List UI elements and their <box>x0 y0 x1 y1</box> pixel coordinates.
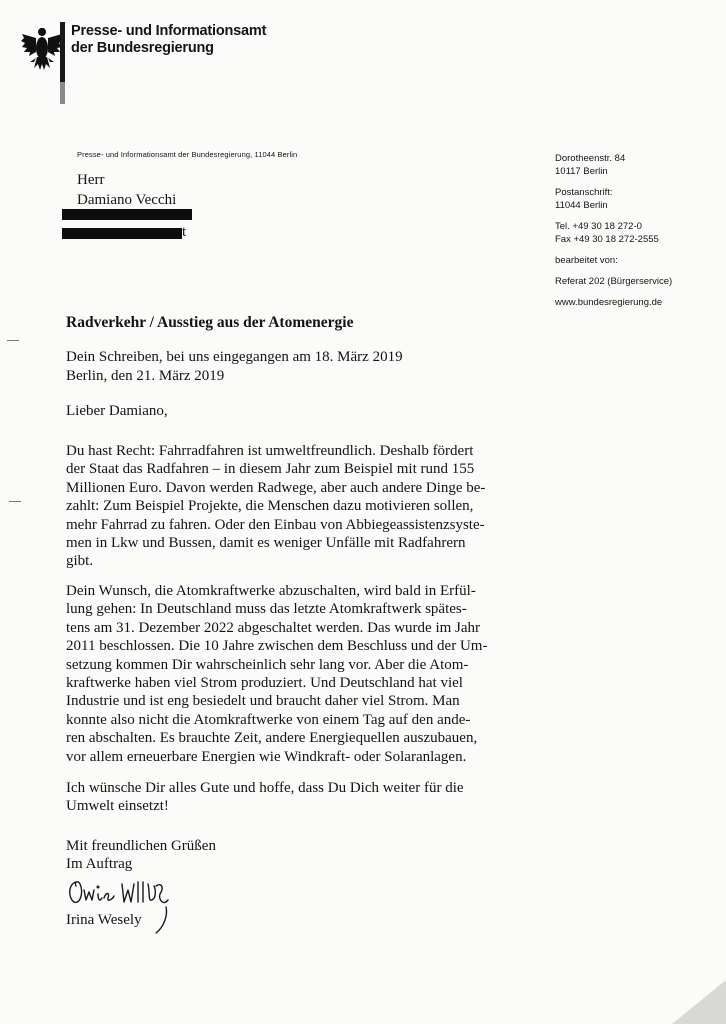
paragraph-line: Industrie und ist eng besiedelt und braucht daher viel Strom. Man <box>66 693 460 710</box>
reference-line: Dein Schreiben, bei uns eingegangen am 18. März 2019 <box>66 349 403 365</box>
info-website: www.bundesregierung.de <box>555 297 663 308</box>
contact-info-column <box>555 152 720 309</box>
info-fax: Fax +49 30 18 272-2555 <box>555 234 659 245</box>
paragraph-line: vor allem erneuerbare Energien wie Windkraft- oder Solaranlagen. <box>66 748 467 765</box>
paragraph-wishes <box>66 779 556 816</box>
paragraph-line: der Staat das Radfahren – in diesem Jahr zum Beispiel mit rund 155 <box>66 461 475 478</box>
organization-name-line2: der Bundesregierung <box>71 40 214 56</box>
signature-flourish <box>150 905 172 935</box>
info-department: Referat 202 (Bürgerservice) <box>555 276 673 287</box>
letter-subject: Radverkehr / Ausstieg aus der Atomenergie <box>66 314 354 331</box>
paragraph-line: Ich wünsche Dir alles Gute und hoffe, dass Du Dich weiter für die <box>66 780 464 796</box>
info-street: Dorotheenstr. 84 <box>555 153 626 164</box>
greeting: Lieber Damiano, <box>66 403 168 419</box>
paragraph-line: Dein Wunsch, die Atomkraftwerke abzuschalten, wird bald in Erfül- <box>66 583 476 599</box>
paragraph-line: ren abschalten. Es brauchte Zeit, andere Energiequellen auszubauen, <box>66 730 478 747</box>
recipient-address-tail: t <box>182 224 187 240</box>
federal-eagle-icon <box>20 24 64 72</box>
punch-mark <box>9 501 21 502</box>
redaction-bar-street <box>62 209 192 220</box>
recipient-name: Damiano Vecchi <box>77 192 177 208</box>
info-postal-city: 11044 Berlin <box>555 200 608 211</box>
paragraph-line: setzung kommen Dir wahrscheinlich sehr lang vor. Aber die Atom- <box>66 656 469 673</box>
paragraph-line: kraftwerke haben viel Strom produziert. Und Deutschland hat viel <box>66 675 463 692</box>
info-handled-label: bearbeitet von: <box>555 255 618 266</box>
paragraph-line: 2011 beschlossen. Die 10 Jahre zwischen dem Beschluss und der Um- <box>66 638 488 655</box>
paragraph-line: Millionen Euro. Davon werden Radwege, aber auch andere Dinge be- <box>66 479 486 496</box>
info-postal-label: Postanschrift: <box>555 187 613 198</box>
paragraph-cycling <box>66 442 556 571</box>
closing-on-behalf: Im Auftrag <box>66 856 133 872</box>
paragraph-line: konnte also nicht die Atomkraftwerke von einem Tag auf den ande- <box>66 711 471 728</box>
paragraph-line: gibt. <box>66 553 94 570</box>
fold-mark <box>7 340 19 341</box>
paragraph-line: zahlt: Zum Beispiel Projekte, die Menschen dazu motivieren sollen, <box>66 498 474 515</box>
organization-name-line1: Presse- und Informationsamt <box>71 23 267 39</box>
info-tel: Tel. +49 30 18 272-0 <box>555 221 642 232</box>
paragraph-line: Umwelt einsetzt! <box>66 798 169 815</box>
date-line: Berlin, den 21. März 2019 <box>66 368 225 384</box>
paragraph-line: men in Lkw und Bussen, damit es weniger Unfälle mit Radfahrern <box>66 535 466 552</box>
signer-name: Irina Wesely <box>66 912 142 928</box>
letterhead-bar-accent <box>60 82 65 104</box>
paragraph-line: tens am 31. Dezember 2022 abgeschaltet werden. Das wurde im Jahr <box>66 619 481 636</box>
info-city: 10117 Berlin <box>555 166 608 177</box>
redaction-bar-city <box>62 228 182 239</box>
paragraph-nuclear <box>66 582 556 766</box>
paragraph-line: Du hast Recht: Fahrradfahren ist umweltfreundlich. Deshalb fördert <box>66 443 474 459</box>
sender-return-address: Presse- und Informationsamt der Bundesregierung, 11044 Berlin <box>77 150 298 159</box>
paragraph-line: mehr Fahrrad zu fahren. Oder den Einbau von Abbiegeassistenzsyste- <box>66 516 485 533</box>
paragraph-line: lung gehen: In Deutschland muss das letzte Atomkraftwerk spätes- <box>66 601 467 618</box>
recipient-salutation: Herr <box>77 172 105 188</box>
page-corner-shadow <box>666 974 726 1024</box>
closing-regards: Mit freundlichen Grüßen <box>66 838 216 854</box>
